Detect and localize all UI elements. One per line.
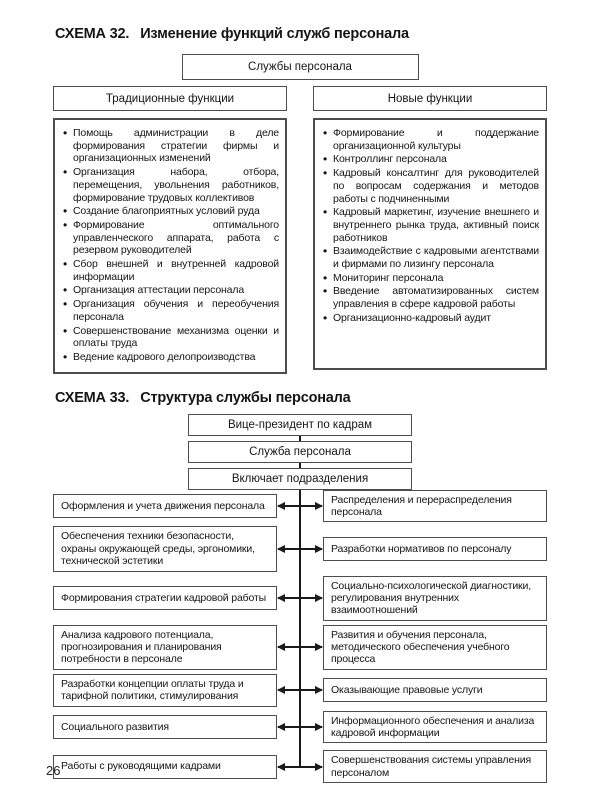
- arrow-right-icon: [315, 545, 323, 553]
- arrow-left-icon: [277, 545, 285, 553]
- double-arrow-connector: [277, 543, 323, 555]
- list-item: • Сбор внешней и внутренней кадровой информации: [73, 258, 279, 283]
- list-item: • Организация аттестации персонала: [73, 284, 279, 297]
- scheme32-new-list-box: [313, 118, 547, 370]
- scheme33-box-vice-president: Вице-президент по кадрам: [188, 414, 412, 436]
- arrow-right-icon: [315, 723, 323, 731]
- double-arrow-connector: [277, 641, 323, 653]
- scheme32-root-box: Службы персонала: [182, 54, 419, 80]
- subdivision-box-left: Оформления и учета движения персонала: [53, 494, 277, 518]
- scheme32-heading-title: Изменение функций служб персонала: [140, 26, 409, 42]
- list-item: • Кадровый консалтинг для руководителей по вопросам содержания и методов работы с подчиненными: [333, 167, 539, 205]
- arrow-left-icon: [277, 643, 285, 651]
- scheme33-heading-number: СХЕМА 33.: [55, 389, 130, 406]
- arrow-left-icon: [277, 723, 285, 731]
- scheme32-heading: [55, 26, 600, 42]
- scheme32-new-column: [313, 86, 547, 374]
- subdivision-box-right: Совершенствования системы управления персоналом: [323, 750, 547, 783]
- arrow-right-icon: [315, 643, 323, 651]
- subdivision-box-left: Разработки концепции оплаты труда и тарифной политики, стимулирования: [53, 674, 277, 707]
- double-arrow-connector: [277, 684, 323, 696]
- scheme32-columns: [53, 86, 547, 374]
- scheme33-heading-title: Структура службы персонала: [140, 389, 351, 406]
- arrow-right-icon: [315, 686, 323, 694]
- scheme33-diagram: [53, 414, 547, 783]
- scheme33-subdivision-rows: [53, 490, 547, 783]
- arrow-left-icon: [277, 594, 285, 602]
- subdivision-box-right: Распределения и перераспределения персонала: [323, 490, 547, 523]
- list-item: • Контроллинг персонала: [333, 153, 539, 166]
- subdivision-box-right: Оказывающие правовые услуги: [323, 678, 547, 702]
- list-item: • Введение автоматизированных систем управления в сфере кадровой работы: [333, 285, 539, 310]
- list-item: • Организация набора, отбора, перемещения, увольнения работников, формирование трудовых коллективов: [73, 166, 279, 204]
- scheme32-traditional-list: [59, 127, 279, 364]
- page-number: 26: [46, 763, 61, 778]
- subdivision-box-left: Анализа кадрового потенциала, прогнозирования и планирования потребности в персонале: [53, 625, 277, 670]
- scheme33-box-subdivisions: Включает подразделения: [188, 468, 412, 490]
- list-item: • Мониторинг персонала: [333, 272, 539, 285]
- list-item: • Формирование оптимального управленческого аппарата, работа с резервом руководителей: [73, 219, 279, 257]
- double-arrow-connector: [277, 592, 323, 604]
- scheme33-box-hr-service: Служба персонала: [188, 441, 412, 463]
- list-item: • Формирование и поддержание организационной культуры: [333, 127, 539, 152]
- double-arrow-connector: [277, 721, 323, 733]
- arrow-right-icon: [315, 594, 323, 602]
- scheme32-new-header-box: Новые функции: [313, 86, 547, 111]
- subdivision-box-right: Развития и обучения персонала, методического обеспечения учебного процесса: [323, 625, 547, 670]
- list-item: • Помощь администрации в деле формирования стратегии фирмы и организационных изменений: [73, 127, 279, 165]
- list-item: • Создание благоприятных условий руда: [73, 205, 279, 218]
- subdivision-box-right: Разработки нормативов по персоналу: [323, 537, 547, 561]
- scheme32-traditional-column: [53, 86, 287, 374]
- subdivision-box-right: Информационного обеспечения и анализа кадровой информации: [323, 711, 547, 744]
- subdivision-box-left: Социального развития: [53, 715, 277, 739]
- subdivision-box-right: Социально-психологической диагностики, регулирования внутренних взаимоотношений: [323, 576, 547, 621]
- list-item: • Совершенствование механизма оценки и оплаты труда: [73, 325, 279, 350]
- list-item: • Взаимодействие с кадровыми агентствами и фирмами по лизингу персонала: [333, 245, 539, 270]
- scheme32-traditional-header-box: Традиционные функции: [53, 86, 287, 111]
- scheme32-heading-number: СХЕМА 32.: [55, 26, 130, 42]
- double-arrow-connector: [277, 500, 323, 512]
- subdivision-box-left: Обеспечения техники безопасности, охраны окружающей среды, эргономики, технической эстетики: [53, 526, 277, 571]
- arrow-right-icon: [315, 502, 323, 510]
- list-item: • Организационно-кадровый аудит: [333, 312, 539, 325]
- scheme33-hierarchy-stack: [53, 414, 547, 490]
- arrow-left-icon: [277, 502, 285, 510]
- scheme32-traditional-list-box: [53, 118, 287, 374]
- list-item: • Ведение кадрового делопроизводства: [73, 351, 279, 364]
- list-item: • Организация обучения и переобучения персонала: [73, 298, 279, 323]
- arrow-right-icon: [315, 763, 323, 771]
- scheme33-heading: [55, 390, 600, 406]
- arrow-left-icon: [277, 763, 285, 771]
- scheme32-diagram: [53, 54, 547, 374]
- double-arrow-connector: [277, 761, 323, 773]
- subdivision-box-left: Формирования стратегии кадровой работы: [53, 586, 277, 610]
- list-item: • Кадровый маркетинг, изучение внешнего и внутреннего рынка труда, активный поиск работников: [333, 206, 539, 244]
- scheme32-new-list: [319, 127, 539, 325]
- arrow-left-icon: [277, 686, 285, 694]
- subdivision-box-left: Работы с руководящими кадрами: [53, 755, 277, 779]
